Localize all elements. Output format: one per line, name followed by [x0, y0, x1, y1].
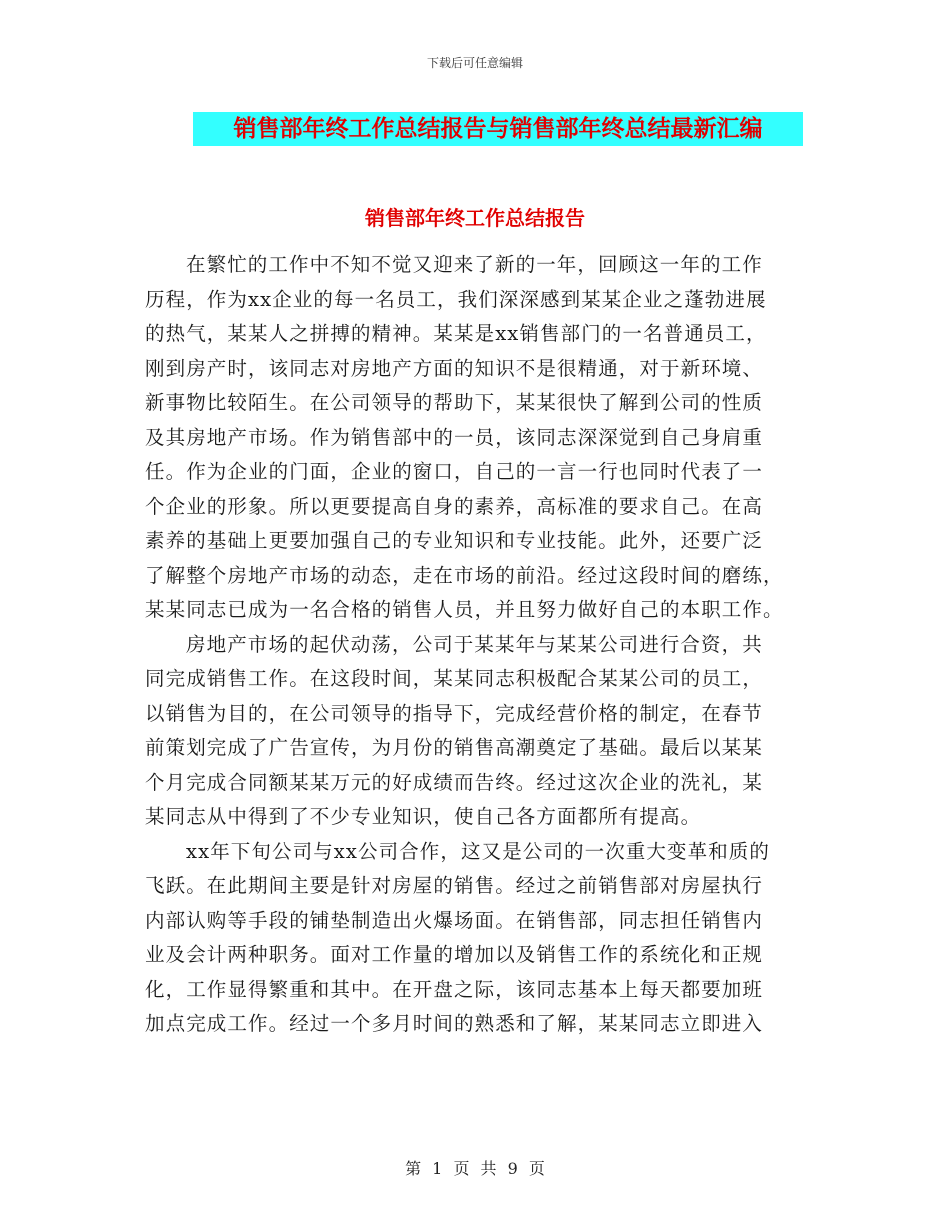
section-title: 销售部年终工作总结报告: [365, 206, 585, 230]
text-line: 内部认购等手段的铺垫制造出火爆场面。在销售部，同志担任销售内: [145, 908, 764, 932]
text-line: 新事物比较陌生。在公司领导的帮助下，某某很快了解到公司的性质: [145, 391, 764, 414]
document-main-title: 销售部年终工作总结报告与销售部年终总结最新汇编: [193, 112, 803, 146]
text-line: 房地产市场的起伏动荡，公司于某某年与某某公司进行合资，共: [186, 632, 763, 656]
page-footer: 第 1 页 共 9 页: [405, 1159, 545, 1178]
text-line: 某同志从中得到了不少专业知识，使自己各方面都所有提高。: [145, 805, 702, 828]
text-line: 加点完成工作。经过一个多月时间的熟悉和了解，某某同志立即进入: [145, 1012, 764, 1035]
text-line: 在繁忙的工作中不知不觉又迎来了新的一年，回顾这一年的工作: [186, 253, 763, 276]
text-line: 同完成销售工作。在这段时间，某某同志积极配合某某公司的员工，: [145, 667, 764, 690]
text-line: 历程，作为xx企业的每一名员工，我们深深感到某某企业之蓬勃进展: [145, 287, 767, 311]
text-line: 个月完成合同额某某万元的好成绩而告终。经过这次企业的洗礼，某: [145, 770, 764, 794]
text-line: 前策划完成了广告宣传，为月份的销售高潮奠定了基础。最后以某某: [145, 736, 764, 759]
text-line: 以销售为目的，在公司领导的指导下，完成经营价格的制定，在春节: [145, 701, 764, 725]
body-text: [145, 248, 807, 1042]
text-line: 化，工作显得繁重和其中。在开盘之际，该同志基本上每天都要加班: [145, 977, 764, 1001]
header-note: 下载后可任意编辑: [426, 56, 523, 70]
text-line: 任。作为企业的门面，企业的窗口，自己的一言一行也同时代表了一: [145, 460, 764, 483]
text-line: 素养的基础上更要加强自己的专业知识和专业技能。此外，还要广泛: [145, 529, 764, 552]
text-line: 飞跃。在此期间主要是针对房屋的销售。经过之前销售部对房屋执行: [145, 874, 764, 897]
text-line: 及其房地产市场。作为销售部中的一员，该同志深深觉到自己身肩重: [145, 425, 764, 449]
text-line: 刚到房产时，该同志对房地产方面的知识不是很精通，对于新环境、: [145, 356, 764, 380]
text-line: 某某同志已成为一名合格的销售人员，并且努力做好自己的本职工作。: [145, 598, 784, 621]
text-line: xx年下旬公司与xx公司合作，这又是公司的一次重大变革和质的: [186, 839, 770, 863]
text-line: 的热气，某某人之拼搏的精神。某某是xx销售部门的一名普通员工，: [145, 322, 767, 345]
text-line: 个企业的形象。所以更要提高自身的素养，高标准的要求自己。在高: [145, 494, 764, 518]
text-line: 了解整个房地产市场的动态，走在市场的前沿。经过这段时间的磨练，: [145, 563, 784, 587]
text-line: 业及会计两种职务。面对工作量的增加以及销售工作的系统化和正规: [145, 943, 764, 966]
